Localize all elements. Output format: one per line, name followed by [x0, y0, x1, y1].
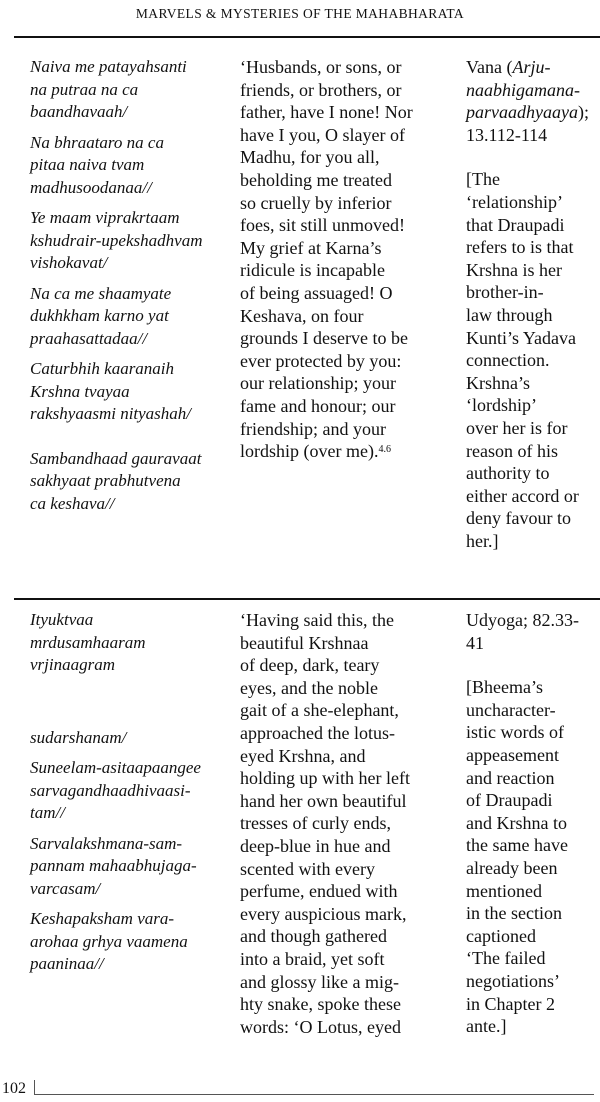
verse-line: varcasam/: [30, 878, 101, 898]
verse: [30, 908, 235, 976]
verse-line: mrdusamhaaram: [30, 632, 146, 652]
note-line: ‘lordship’: [466, 395, 537, 416]
footer-rule: [34, 1094, 594, 1095]
table-top-rule: [14, 36, 600, 38]
verse-line: Sambandhaad gauravaat: [30, 448, 202, 468]
verse: [30, 727, 235, 750]
translation-line: have I you, O slayer of: [240, 124, 405, 145]
translation-line: scented with every: [240, 858, 375, 879]
verse-line: paaninaa//: [30, 954, 104, 973]
footnote-ref: 4.6: [378, 444, 391, 456]
translation-line: words: ‘O Lotus, eyed: [240, 1016, 401, 1037]
note-line: law through: [466, 304, 553, 325]
note-line: and reaction: [466, 767, 555, 788]
verse: [30, 283, 235, 351]
note-line: and Krshna to: [466, 812, 567, 833]
verse-line: vrjinaagram: [30, 655, 115, 674]
verse-line: sarvagandhaadhivaasi-: [30, 780, 191, 800]
note-line: over her is for: [466, 417, 568, 438]
translation-line: fame and honour; our: [240, 395, 396, 416]
sanskrit-verses-1: [30, 56, 235, 515]
verse-line: Naiva me patayahsanti: [30, 57, 187, 76]
translation-2: [240, 609, 460, 1038]
note-line: appeasement: [466, 744, 559, 765]
note-line: ‘The failed: [466, 948, 546, 969]
verse-line: Ye maam viprakrtaam: [30, 208, 180, 227]
translation-line: My grief at Karna’s: [240, 237, 382, 258]
note-line: ‘relationship’: [466, 191, 563, 212]
translation-line: ‘Having said this, the: [240, 610, 394, 630]
verse: [30, 757, 235, 825]
reference-line: Udyoga; 82.33-: [466, 610, 579, 630]
translation-line: eyed Krshna, and: [240, 745, 366, 766]
verse-line: Krshna tvayaa: [30, 381, 130, 401]
note-line: mentioned: [466, 880, 542, 901]
note-line: the same have: [466, 835, 568, 856]
translation-line: Madhu, for you all,: [240, 147, 380, 168]
note-line: captioned: [466, 925, 536, 946]
note-2: [466, 676, 600, 1038]
translation-line: and glossy like a mig-: [240, 971, 399, 992]
translation-line: father, have I none! Nor: [240, 102, 413, 123]
translation-line: grounds I deserve to be: [240, 328, 408, 349]
reference-line: Vana (Arju-: [466, 57, 551, 77]
verse-line: praahasattadaa//: [30, 328, 148, 348]
running-header: MARVELS & MYSTERIES OF THE MAHABHARATA: [135, 6, 465, 21]
translation-line: foes, sit still unmoved!: [240, 215, 405, 236]
verse: [30, 448, 235, 516]
translation-line: approached the lotus-: [240, 722, 395, 743]
verse-line: sudarshanam/: [30, 727, 127, 747]
reference-line: naabhigamana-: [466, 79, 580, 100]
verse-line: baandhavaah/: [30, 102, 128, 121]
translation-line: ridicule is incapable: [240, 260, 385, 281]
translation-line: friends, or brothers, or: [240, 79, 402, 100]
translation-line: gait of a she-elephant,: [240, 700, 399, 721]
verse: [30, 358, 235, 426]
note-line: reason of his: [466, 440, 558, 461]
reference-line: 41: [466, 632, 484, 653]
note-line: connection.: [466, 350, 550, 371]
verse-line: vishokavat/: [30, 253, 108, 272]
note-line: that Draupadi: [466, 214, 565, 235]
verse: [30, 56, 235, 124]
verse-line: ca keshava//: [30, 493, 115, 513]
translation-1: [240, 56, 460, 463]
reference-2: [466, 609, 600, 654]
verse: [30, 609, 235, 677]
page-number: 102: [2, 1080, 26, 1097]
section-divider-rule: [14, 598, 600, 600]
note-line: Krshna’s: [466, 372, 530, 393]
note-line: authority to: [466, 463, 550, 484]
translation-line: holding up with her left: [240, 768, 410, 789]
translation-line: into a braid, yet soft: [240, 948, 385, 969]
translation-line: hty snake, spoke these: [240, 994, 401, 1015]
verse-line: Caturbhih kaaranaih: [30, 359, 175, 378]
verse-line: arohaa grhya vaamena: [30, 931, 188, 951]
verse-line: na putraa na ca: [30, 79, 139, 99]
translation-line: eyes, and the noble: [240, 677, 378, 698]
translation-line: perfume, endued with: [240, 881, 398, 902]
verse-line: Na ca me shaamyate: [30, 283, 172, 303]
translation-line: ‘Husbands, or sons, or: [240, 57, 402, 77]
note-line: [Bheema’s: [466, 677, 543, 698]
verse-line: Na bhraataro na ca: [30, 132, 164, 152]
verse-line: rakshyaasmi nityashah/: [30, 404, 192, 423]
note-line: Kunti’s Yadava: [466, 327, 577, 348]
translation-line: beholding me treated: [240, 169, 392, 190]
verse-line: tam//: [30, 803, 65, 822]
translation-line: our relationship; your: [240, 373, 396, 394]
note-line: of Draupadi: [466, 790, 553, 811]
reference-column-1: [466, 56, 600, 552]
translation-line: of being assuaged! O: [240, 282, 393, 303]
verse-line: pannam mahaabhujaga-: [30, 856, 197, 875]
verse-line: pitaa naiva tvam: [30, 155, 145, 174]
translation-line: Keshava, on four: [240, 305, 364, 326]
verse-line: Keshapaksham vara-: [30, 909, 175, 928]
translation-line: hand her own beautiful: [240, 790, 407, 811]
translation-line: deep-blue in hue and: [240, 835, 391, 856]
note-line: istic words of: [466, 722, 564, 743]
translation-line: ever protected by you:: [240, 350, 402, 371]
translation-line: tresses of curly ends,: [240, 813, 391, 834]
verse-line: dukhkham karno yat: [30, 306, 169, 325]
note-line: refers to is that: [466, 237, 574, 258]
verse-line: Sarvalakshmana-sam-: [30, 833, 183, 853]
verse: [30, 207, 235, 275]
translation-line: friendship; and your: [240, 418, 386, 439]
note-line: deny favour to: [466, 508, 571, 529]
footer-tick: [34, 1080, 35, 1095]
note-line: negotiations’: [466, 970, 560, 991]
note-line: ante.]: [466, 1016, 507, 1037]
translation-line: and though gathered: [240, 926, 387, 947]
note-line: [The: [466, 169, 500, 190]
note-line: brother-in-: [466, 282, 544, 303]
translation-line: beautiful Krshnaa: [240, 632, 369, 653]
verse-line: Ityuktvaa: [30, 610, 94, 629]
verse-line: madhusoodanaa//: [30, 177, 152, 197]
sanskrit-verses-2: [30, 609, 235, 976]
note-line: either accord or: [466, 485, 579, 506]
note-1: [466, 168, 600, 552]
reference-line: parvaadhyaaya);: [466, 102, 589, 123]
verse-line: sakhyaat prabhutvena: [30, 471, 181, 490]
verse: [30, 833, 235, 901]
reference-line: 13.112-114: [466, 124, 548, 145]
verse: [30, 132, 235, 200]
note-line: in Chapter 2: [466, 993, 555, 1014]
reference-column-2: [466, 609, 600, 1038]
translation-line: every auspicious mark,: [240, 903, 407, 924]
note-line: uncharacter-: [466, 699, 556, 720]
note-line: her.]: [466, 530, 499, 551]
translation-line: so cruelly by inferior: [240, 192, 392, 213]
note-line: Krshna is her: [466, 259, 562, 280]
translation-line: of deep, dark, teary: [240, 655, 380, 676]
note-line: in the section: [466, 903, 562, 924]
verse-line: Suneelam-asitaapaangee: [30, 758, 201, 777]
translation-line: lordship (over me).$^{4.6}$: [240, 441, 391, 462]
note-line: already been: [466, 857, 558, 878]
verse-line: kshudrair-upekshadhvam: [30, 230, 203, 250]
